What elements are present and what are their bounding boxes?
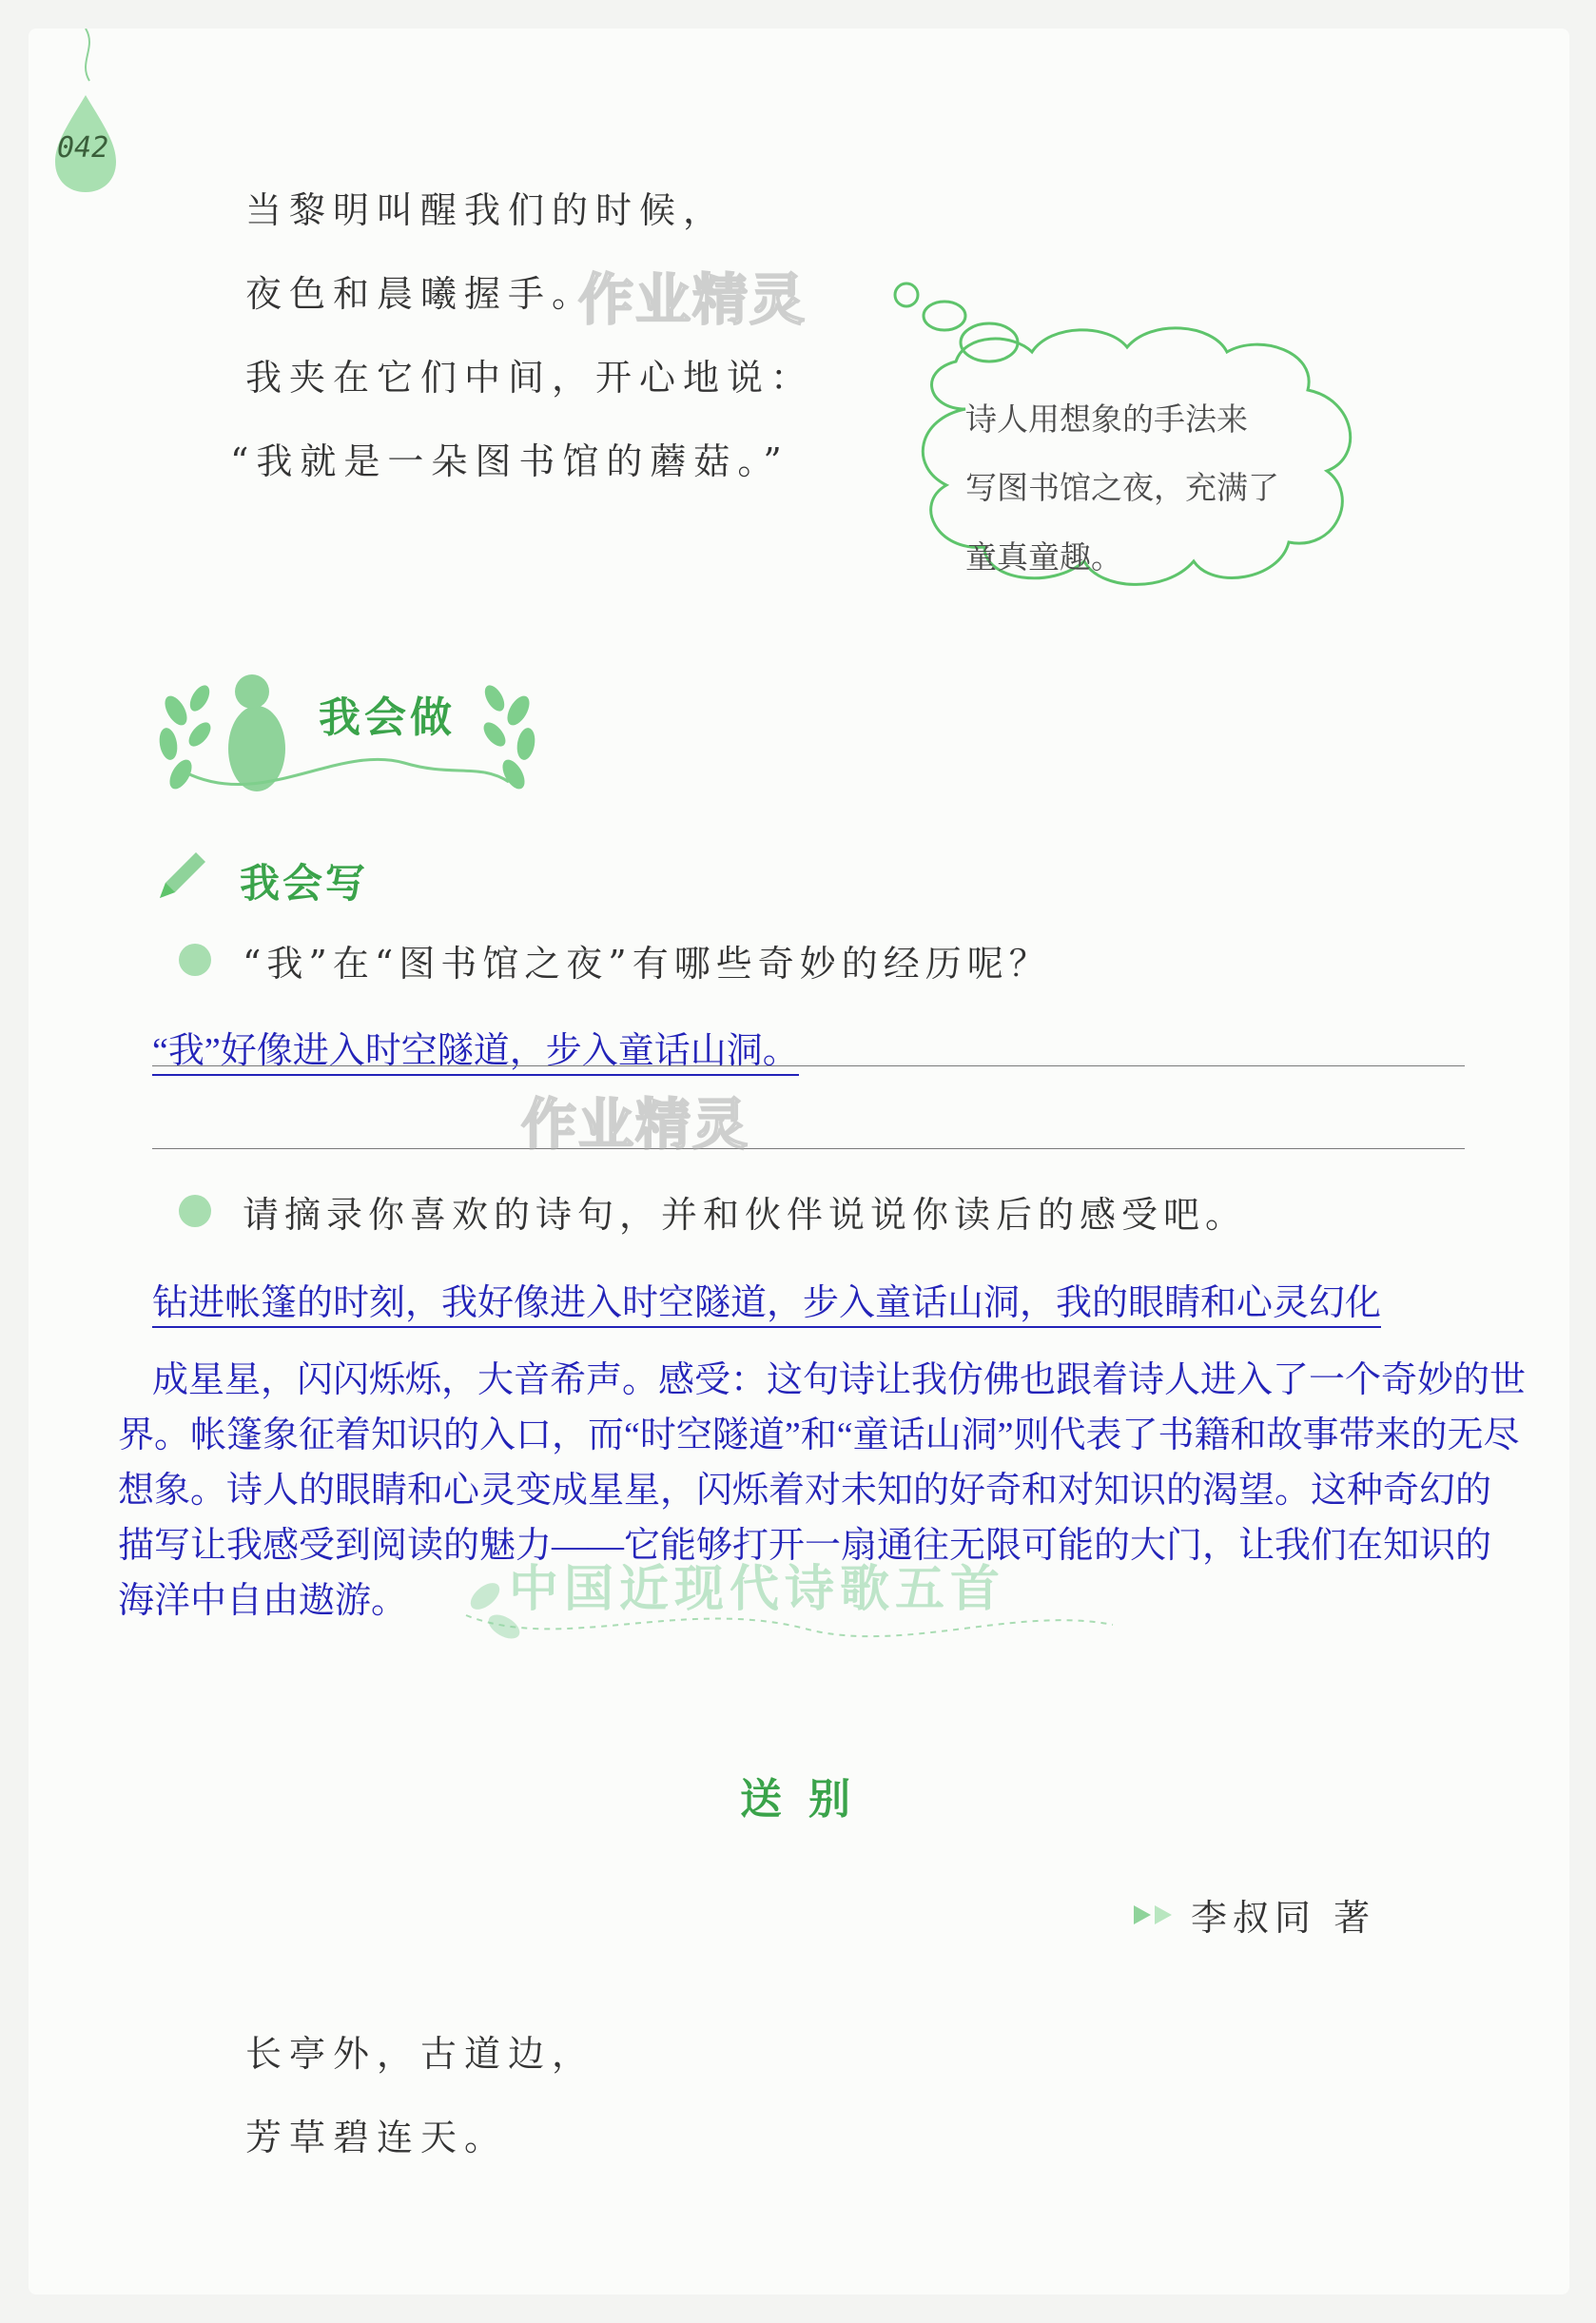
chapter-banner: 中国近现代诗歌五首	[509, 1561, 1006, 1618]
poem-line: 芳草碧连天。	[245, 2117, 509, 2158]
answer-line	[152, 1065, 1465, 1066]
thought-cloud	[889, 266, 1379, 614]
poem-line: “我就是一朵图书馆的蘑菇。”	[230, 440, 789, 482]
poem-line: 长亭外，古道边，	[245, 2033, 596, 2075]
watermark: 作业精灵	[578, 267, 808, 332]
write-section-title: 我会写	[240, 860, 369, 907]
question-2: 请摘录你喜欢的诗句，并和伙伴说说你读后的感受吧。	[243, 1194, 1248, 1236]
double-arrow-icon	[1132, 1901, 1179, 1929]
cloud-note-line: 写图书馆之夜，充满了	[965, 469, 1279, 506]
answer-2-line1: 钻进帐篷的时刻，我好像进入时空隧道，步入童话山洞，我的眼睛和心灵幻化	[152, 1273, 1381, 1328]
poem-line: 夜色和晨曦握手。	[245, 273, 596, 315]
cloud-note-line: 童真童趣。	[965, 538, 1122, 576]
pencil-icon	[152, 845, 211, 904]
bullet-dot	[179, 1195, 211, 1227]
section-badge-title: 我会做	[319, 693, 456, 742]
question-1: “我”在“图书馆之夜”有哪些奇妙的经历呢？	[243, 943, 1051, 985]
answer-2-continued: 成星星，闪闪烁烁，大音希声。感受：这句诗让我仿佛也跟着诗人进入了一个奇妙的世界。帐篷象征着知识的入口，而“时空隧道”和“童话山洞”则代表了书籍和故事带来的无尽想象。诗人的眼睛和心灵变成星星，闪烁着对未知的好奇和对知识的渴望。这种奇幻的描写让我感受到阅读的魅力——它能够打开一扇通往无限可能的大门，让我们在知识的海洋中自由遨游。	[118, 1360, 1527, 1621]
poem-line: 我夹在它们中间，开心地说：	[245, 357, 815, 399]
water-drop-icon	[49, 29, 122, 195]
watermark: 作业精灵	[521, 1092, 750, 1157]
cloud-note-line: 诗人用想象的手法来	[965, 400, 1248, 438]
answer-1: “我”好像进入时空隧道，步入童话山洞。	[152, 1021, 799, 1076]
poem-author: 李叔同 著	[1191, 1897, 1376, 1939]
page-number: 042	[57, 131, 109, 165]
bullet-dot	[179, 944, 211, 976]
poem-line: 当黎明叫醒我们的时候，	[245, 189, 728, 231]
answer-line	[152, 1148, 1465, 1149]
poem-title: 送别	[740, 1775, 877, 1824]
